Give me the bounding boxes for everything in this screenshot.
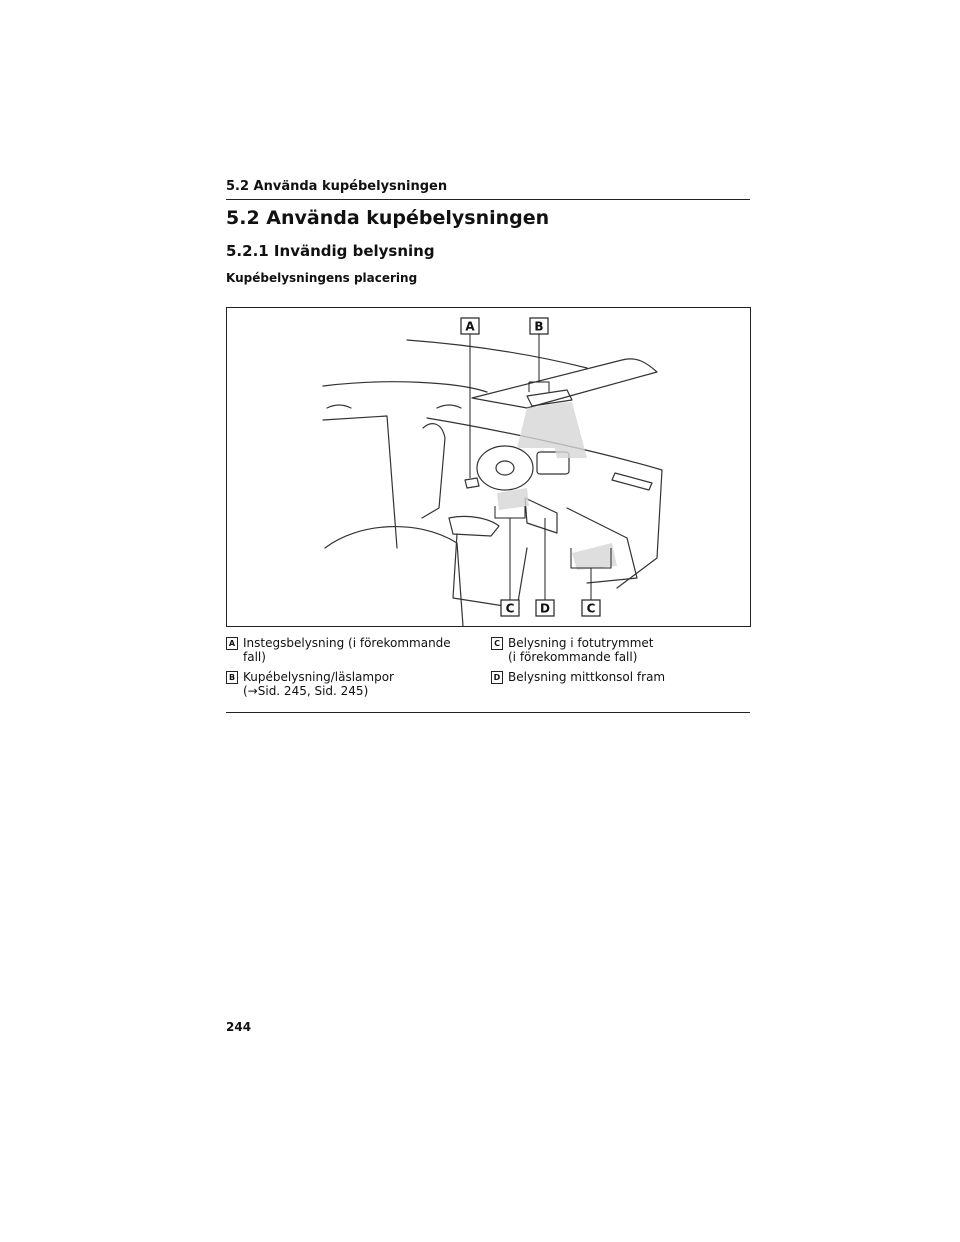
legend-item-c [491, 636, 741, 664]
page-number: 244 [226, 1020, 252, 1034]
door-lamp-a [465, 478, 479, 488]
callout-b [530, 318, 548, 334]
callout-d-label: D [540, 601, 550, 616]
callout-c-left-label: C [505, 601, 515, 616]
section-end-rule [226, 712, 750, 713]
callout-d [536, 600, 554, 616]
section-title: 5.2 Använda kupébelysningen [226, 207, 550, 229]
figure-caption: Kupébelysningens placering [226, 271, 418, 285]
legend-text-a-line2: fall) [243, 650, 266, 664]
legend-text-b-line1: Kupébelysning/läslampor [243, 670, 394, 684]
legend-text-d-line1: Belysning mittkonsol fram [508, 670, 666, 684]
light-beam-b2 [545, 402, 587, 458]
steering-wheel [477, 446, 533, 490]
front-center-console-lamp-d [525, 498, 557, 533]
legend-marker-b: B [226, 671, 238, 684]
legend-marker-d: D [491, 671, 503, 684]
callout-c-left [501, 600, 519, 616]
grab-handle-left [327, 405, 351, 408]
callout-a [461, 318, 479, 334]
legend-marker-c: C [491, 637, 503, 650]
center-console [453, 534, 527, 608]
legend-text-b-line2: (→Sid. 245, Sid. 245) [243, 684, 369, 698]
legend-item-d [491, 670, 741, 684]
roof-edge-line [407, 340, 587, 368]
steering-hub [496, 461, 514, 475]
subsection-title: 5.2.1 Invändig belysning [226, 242, 435, 260]
footwell-light-c-left [497, 488, 529, 510]
grab-handle-center [437, 405, 461, 408]
windshield-top-line [323, 382, 487, 392]
callout-bracket-b [529, 382, 549, 392]
callout-c-right-label: C [586, 601, 596, 616]
rear-seat-cushion [325, 527, 463, 626]
a-pillar [323, 416, 397, 548]
legend-text-c-line1: Belysning i fotutrymmet [508, 636, 654, 650]
legend-column-left [226, 636, 476, 704]
footwell-light-c-right [572, 543, 617, 570]
running-header: 5.2 Använda kupébelysningen [226, 179, 750, 200]
legend-column-right [491, 636, 741, 690]
legend-text-c-line2: (i förekommande fall) [508, 650, 638, 664]
interior-lighting-illustration [226, 307, 751, 627]
car-interior-drawing [227, 308, 750, 626]
legend-text-a-line1: Instegsbelysning (i förekommande [243, 636, 451, 650]
callout-c-right [582, 600, 600, 616]
legend-marker-a: A [226, 637, 238, 650]
dash-vent [612, 473, 652, 490]
legend-item-a [226, 636, 476, 664]
callout-b-label: B [534, 319, 544, 334]
legend-item-b [226, 670, 476, 698]
armrest [449, 516, 499, 536]
seat-back [422, 424, 445, 518]
callout-a-label: A [465, 319, 475, 334]
